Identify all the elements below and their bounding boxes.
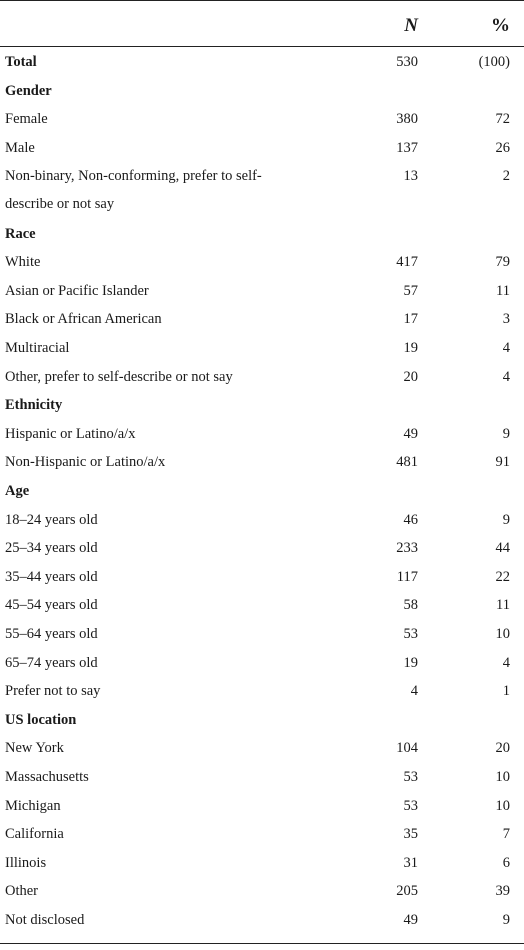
percent-value: 9	[502, 511, 510, 528]
n-value: 53	[403, 769, 418, 785]
row-label: White	[5, 254, 41, 271]
table-row	[0, 877, 524, 905]
row-label: Female	[5, 111, 48, 128]
table-row	[0, 448, 524, 476]
n-value: 57	[403, 282, 418, 299]
row-label: Male	[5, 139, 35, 156]
row-label: 25–34 years old	[5, 540, 98, 557]
table-row	[0, 849, 524, 877]
table-row	[0, 906, 524, 934]
n-value: 380	[396, 111, 418, 128]
section-label: Age	[5, 483, 30, 499]
n-value: 137	[396, 139, 418, 156]
section-label: Gender	[5, 82, 52, 99]
n-value: 46	[403, 511, 418, 528]
n-value: 530	[396, 54, 418, 70]
top-rule	[0, 0, 524, 1]
row-label: Non-binary, Non-conforming, prefer to self-describe or not say	[5, 168, 262, 213]
row-label: Other, prefer to self-describe or not say	[5, 368, 233, 385]
row-label: Hispanic or Latino/a/x	[5, 425, 136, 442]
n-value: 35	[403, 826, 418, 843]
table-row	[0, 134, 524, 162]
n-value: 19	[403, 340, 418, 356]
percent-value: 10	[495, 797, 510, 814]
percent-value: 91	[495, 454, 510, 471]
table-row	[0, 792, 524, 820]
n-value: 31	[403, 854, 418, 871]
row-label: Massachusetts	[5, 769, 89, 785]
section-label: Ethnicity	[5, 397, 63, 414]
table-row	[0, 105, 524, 133]
percent-column-header: %	[491, 15, 510, 36]
row-label: Non-Hispanic or Latino/a/x	[5, 454, 166, 471]
n-value: 49	[403, 912, 418, 928]
section-row	[0, 477, 524, 505]
table-row	[0, 334, 524, 362]
percent-value: (100)	[478, 54, 510, 70]
percent-value: 6	[502, 854, 510, 871]
n-value: 53	[403, 797, 418, 814]
percent-value: 11	[496, 282, 510, 299]
percent-value: 10	[495, 769, 510, 785]
section-row	[0, 48, 524, 76]
table-row	[0, 162, 524, 219]
percent-value: 4	[502, 368, 510, 385]
percent-value: 7	[502, 826, 510, 843]
table-row	[0, 248, 524, 276]
row-label: Illinois	[5, 854, 47, 871]
section-row	[0, 706, 524, 734]
row-label: 65–74 years old	[5, 654, 98, 671]
percent-value: 9	[502, 912, 510, 928]
percent-value: 39	[495, 883, 510, 900]
row-label: Asian or Pacific Islander	[5, 282, 149, 299]
percent-value: 22	[495, 568, 510, 585]
section-label: US location	[5, 711, 77, 728]
header-rule	[0, 46, 524, 47]
n-value: 20	[403, 368, 418, 385]
n-value: 58	[403, 597, 418, 614]
section-label: Total	[5, 54, 37, 70]
row-label: Multiracial	[5, 340, 70, 356]
percent-value: 44	[495, 540, 510, 557]
table-row	[0, 649, 524, 677]
row-label: Black or African American	[5, 311, 162, 328]
percent-value: 79	[495, 254, 510, 271]
table-row	[0, 506, 524, 534]
section-label: Race	[5, 225, 36, 242]
row-label: Prefer not to say	[5, 683, 101, 700]
table-row	[0, 305, 524, 333]
row-label: Not disclosed	[5, 912, 85, 928]
table-row	[0, 534, 524, 562]
percent-value: 4	[502, 654, 510, 671]
header-row	[0, 9, 524, 43]
table-row	[0, 363, 524, 391]
table-row	[0, 620, 524, 648]
percent-value: 1	[502, 683, 510, 700]
table-row	[0, 677, 524, 705]
row-label: 18–24 years old	[5, 511, 98, 528]
n-value: 205	[396, 883, 418, 900]
percent-value: 72	[495, 111, 510, 128]
table-row	[0, 820, 524, 848]
n-value: 13	[403, 168, 418, 185]
n-value: 49	[403, 425, 418, 442]
n-value: 17	[403, 311, 418, 328]
n-value: 53	[403, 626, 418, 642]
percent-value: 10	[495, 626, 510, 642]
table-row	[0, 563, 524, 591]
table-row	[0, 277, 524, 305]
table-row	[0, 420, 524, 448]
n-value: 233	[396, 540, 418, 557]
percent-value: 11	[496, 597, 510, 614]
percent-value: 9	[502, 425, 510, 442]
row-label: 55–64 years old	[5, 626, 98, 642]
n-value: 4	[410, 683, 418, 700]
n-value: 481	[396, 454, 418, 471]
row-label: Other	[5, 883, 39, 900]
row-label: 35–44 years old	[5, 568, 98, 585]
n-value: 104	[396, 740, 418, 757]
table-row	[0, 734, 524, 762]
bottom-rule	[0, 943, 524, 944]
row-label: Michigan	[5, 797, 61, 814]
section-row	[0, 391, 524, 419]
percent-value: 4	[502, 340, 510, 356]
n-value: 19	[403, 654, 418, 671]
section-row	[0, 220, 524, 248]
n-value: 117	[396, 568, 418, 585]
percent-value: 3	[502, 311, 510, 328]
section-row	[0, 77, 524, 105]
percent-value: 20	[495, 740, 510, 757]
row-label: New York	[5, 740, 64, 757]
percent-value: 26	[495, 139, 510, 156]
row-label: 45–54 years old	[5, 597, 98, 614]
table-row	[0, 591, 524, 619]
percent-value: 2	[502, 168, 510, 185]
table-row	[0, 763, 524, 791]
n-column-header: N	[404, 15, 418, 36]
row-label: California	[5, 826, 64, 843]
n-value: 417	[396, 254, 418, 271]
